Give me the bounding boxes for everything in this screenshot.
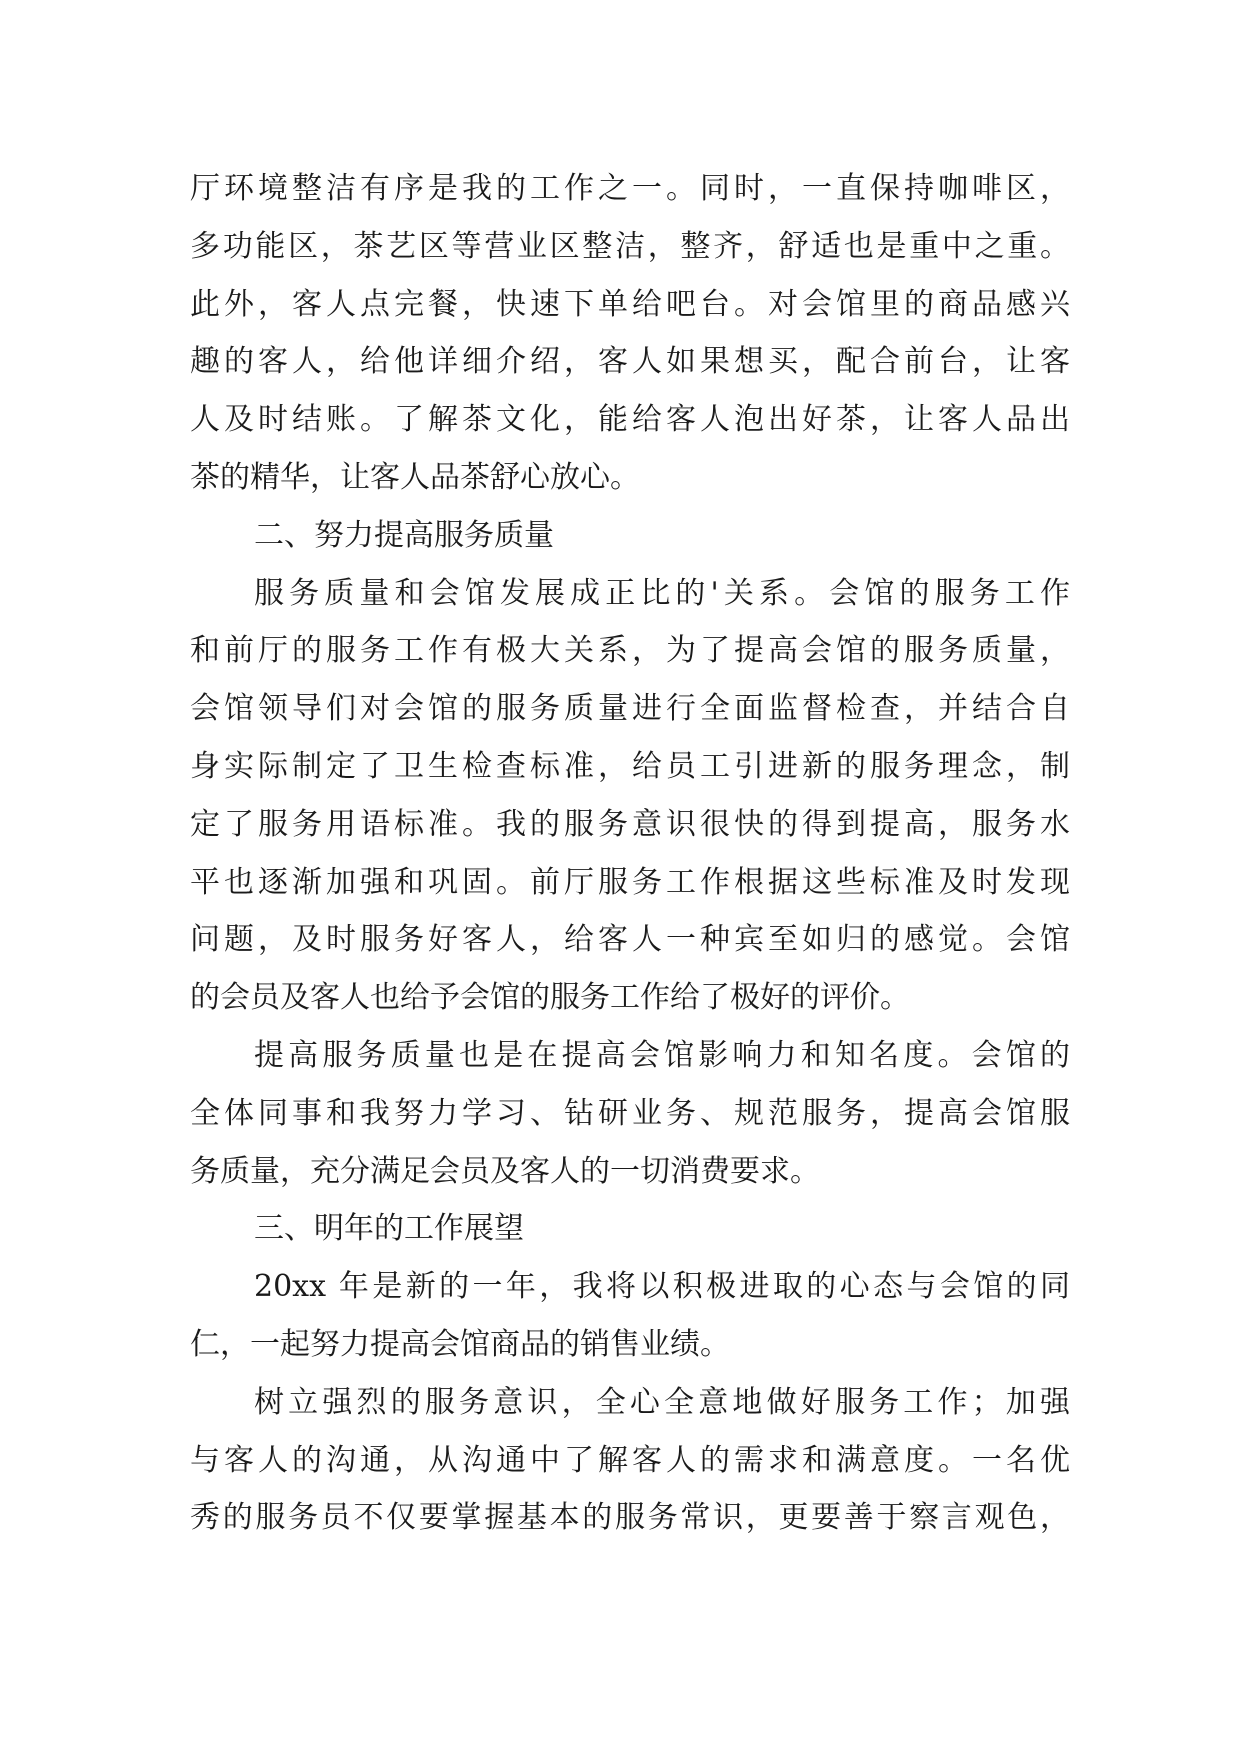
text-line: 会馆领导们对会馆的服务质量进行全面监督检查，并结合自 (190, 691, 1070, 727)
text-line: 厅环境整洁有序是我的工作之一。同时，一直保持咖啡区， (190, 171, 1070, 206)
text-line: 树立强烈的服务意识，全心全意地做好服务工作；加强 (254, 1384, 1070, 1420)
text-line: 定了服务用语标准。我的服务意识很快的得到提高，服务水 (190, 806, 1070, 842)
section-heading: 二、努力提高服务质量 (254, 517, 554, 553)
text-line: 人及时结账。了解茶文化，能给客人泡出好茶，让客人品出 (190, 402, 1070, 438)
text-line: 问题，及时服务好客人，给客人一种宾至如归的感觉。会馆 (190, 922, 1070, 958)
document-body (190, 160, 1070, 1547)
text-line: 此外，客人点完餐，快速下单给吧台。对会馆里的商品感兴 (190, 286, 1070, 322)
text-line: 务质量，充分满足会员及客人的一切消费要求。 (190, 1153, 820, 1189)
text-line: 20xx 年是新的一年，我将以积极进取的心态与会馆的同 (254, 1269, 1070, 1305)
text-line: 服务质量和会馆发展成正比的'关系。会馆的服务工作 (254, 575, 1070, 611)
text-line: 和前厅的服务工作有极大关系，为了提高会馆的服务质量， (190, 633, 1070, 669)
text-line: 与客人的沟通，从沟通中了解客人的需求和满意度。一名优 (190, 1442, 1070, 1478)
text-line: 全体同事和我努力学习、钻研业务、规范服务，提高会馆服 (190, 1095, 1070, 1131)
text-line: 身实际制定了卫生检查标准，给员工引进新的服务理念，制 (190, 748, 1070, 784)
text-line: 平也逐渐加强和巩固。前厅服务工作根据这些标准及时发现 (190, 864, 1070, 900)
text-line: 多功能区，茶艺区等营业区整洁，整齐，舒适也是重中之重。 (190, 228, 1070, 264)
text-line: 仁，一起努力提高会馆商品的销售业绩。 (190, 1326, 730, 1362)
section-heading: 三、明年的工作展望 (254, 1211, 524, 1247)
text-line: 趣的客人，给他详细介绍，客人如果想买，配合前台，让客 (190, 344, 1070, 380)
text-line: 茶的精华，让客人品茶舒心放心。 (190, 459, 640, 495)
text-line: 秀的服务员不仅要掌握基本的服务常识，更要善于察言观色， (190, 1500, 1070, 1536)
text-line: 提高服务质量也是在提高会馆影响力和知名度。会馆的 (254, 1037, 1070, 1073)
text-line: 的会员及客人也给予会馆的服务工作给了极好的评价。 (190, 980, 910, 1016)
